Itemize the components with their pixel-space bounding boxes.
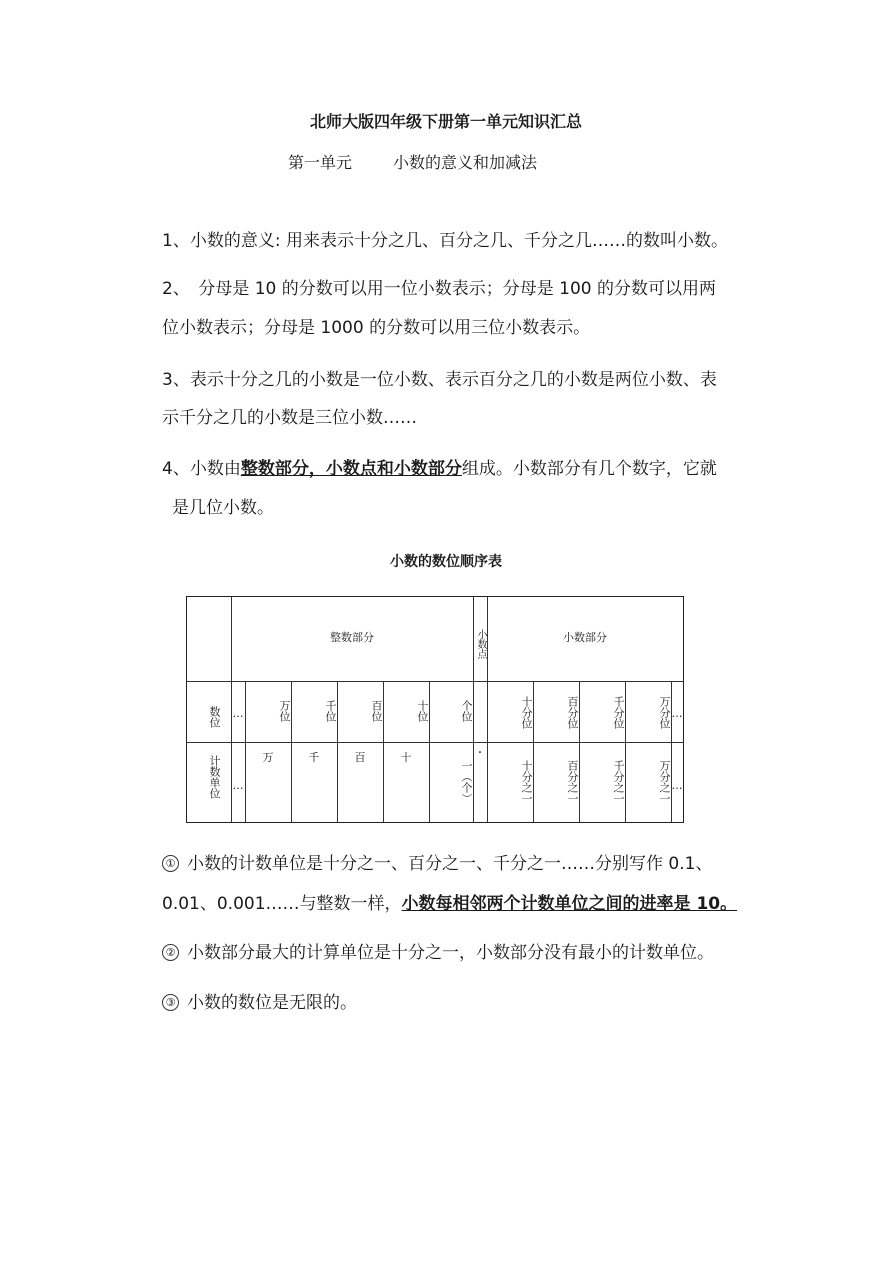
note-2-text: 小数部分最大的计算单位是十分之一，小数部分没有最小的计数单位。 [187, 943, 714, 963]
note-1-marker: ① [162, 855, 179, 872]
point-4-prefix: 4、小数由 [162, 459, 241, 479]
note-2-marker: ② [162, 944, 179, 961]
place-hundredths: 百分位 [566, 695, 579, 729]
unit-tenth: 十分之一 [520, 760, 533, 804]
note-1-text: 小数的计数单位是十分之一、百分之一、千分之一……分别写作 0.1、 [187, 854, 713, 874]
decimal-point-mark: · [477, 745, 483, 761]
place-thousandths: 千分位 [612, 695, 625, 729]
place-thousands: 千位 [324, 700, 337, 722]
table-rule-1 [187, 681, 683, 682]
unit-ten-thousand: 万 [262, 751, 274, 764]
point-1: 1、小数的意义: 用来表示十分之几、百分之几、千分之几……的数叫小数。 [162, 231, 728, 251]
note-2 [162, 942, 714, 964]
note-3 [162, 992, 357, 1014]
place-ones: 个位 [460, 700, 473, 722]
unit-hundred: 百 [354, 751, 366, 764]
place-ten-thousandths: 万分位 [658, 695, 671, 729]
place-value-table [186, 596, 684, 823]
point-4-line-1 [162, 458, 717, 480]
table-col-line [671, 681, 672, 822]
unit-ten-thousandth: 万分之一 [658, 760, 671, 804]
note-1-prefix: 0.01、0.001……与整数一样， [162, 894, 402, 914]
unit-thousand: 千 [308, 751, 320, 764]
point-2-line-2: 位小数表示；分母是 1000 的分数可以用三位小数表示。 [162, 318, 591, 338]
integer-part-header: 整数部分 [330, 631, 374, 644]
note-3-text: 小数的数位是无限的。 [187, 993, 357, 1013]
point-4-emphasis: 整数部分，小数点和小数部分 [240, 459, 462, 479]
unit-ellipsis-right: … [671, 779, 683, 792]
point-4-suffix: 组成。小数部分有几个数字，它就 [461, 459, 717, 479]
decimal-point-header: 小数点 [475, 629, 486, 659]
point-2-line-1: 2、 分母是 10 的分数可以用一位小数表示；分母是 100 的分数可以用两 [162, 279, 717, 299]
unit-topic: 小数的意义和加减法 [393, 153, 538, 172]
table-caption: 小数的数位顺序表 [390, 554, 502, 570]
row-label-unit: 计数单位 [208, 755, 221, 799]
page-title: 北师大版四年级下册第一单元知识汇总 [309, 112, 582, 131]
note-3-marker: ③ [162, 994, 179, 1011]
note-1-emphasis: 小数每相邻两个计数单位之间的进率是 10。 [401, 894, 738, 914]
place-ten-thousands: 万位 [278, 700, 291, 722]
unit-label: 第一单元 [288, 153, 353, 172]
unit-one: 一（个） [460, 760, 473, 804]
point-3-line-2: 示千分之几的小数是三位小数…… [162, 408, 417, 428]
point-3-line-1: 3、表示十分之几的小数是一位小数、表示百分之几的小数是两位小数、表 [162, 370, 717, 390]
unit-ellipsis-left: … [232, 779, 244, 792]
place-tenths: 十分位 [520, 695, 533, 729]
place-hundreds: 百位 [370, 700, 383, 722]
note-1-line-1 [162, 853, 712, 875]
table-rule-2 [187, 742, 683, 743]
place-ellipsis-right: … [671, 707, 683, 720]
unit-ten: 十 [400, 751, 412, 764]
decimal-part-header: 小数部分 [563, 631, 607, 644]
unit-thousandth: 千分之一 [612, 760, 625, 804]
place-ellipsis-left: … [232, 707, 244, 720]
row-label-place: 数位 [208, 706, 221, 728]
note-1-line-2 [162, 893, 737, 915]
unit-hundredth: 百分之一 [566, 760, 579, 804]
point-4-line-2: 是几位小数。 [172, 498, 274, 518]
place-tens: 十位 [416, 700, 429, 722]
